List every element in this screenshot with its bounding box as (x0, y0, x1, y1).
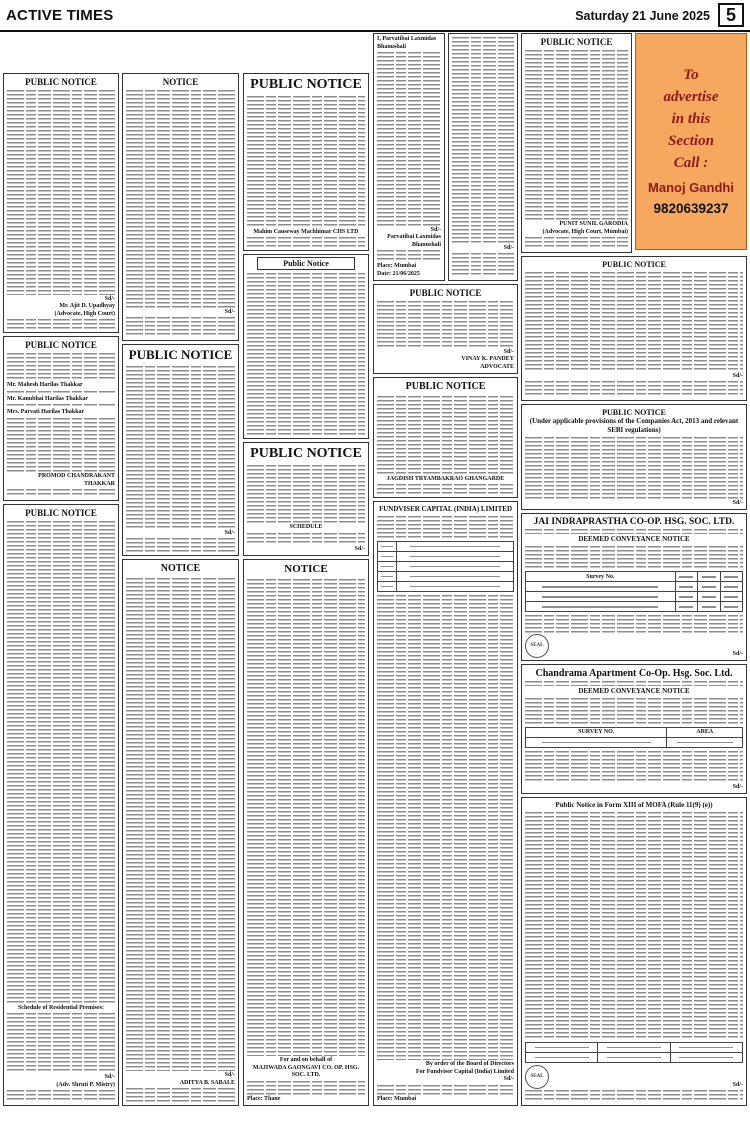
notice-body-text (247, 96, 365, 227)
signer-role: (Advocate, High Court, Mumbai) (542, 228, 628, 235)
notice-f5 (521, 797, 747, 1106)
society-address (247, 1081, 365, 1095)
notice-c1 (243, 73, 369, 251)
legal-heir-name: Mrs. Parvati Harilas Thakkar (7, 409, 85, 416)
on-behalf-label: For and on behalf of (279, 1057, 333, 1063)
ad-line: advertise (663, 88, 719, 105)
notice-a1 (3, 73, 119, 333)
table-row (526, 592, 743, 602)
notice-b1 (122, 73, 239, 341)
signer-address (525, 381, 743, 397)
notice-body-text (126, 578, 235, 1072)
society-name: JAI INDRAPRASTHA CO-OP. HSG. SOC. LTD. (533, 517, 735, 527)
notice-heading: PUBLIC NOTICE (250, 446, 362, 461)
page-number: 5 (718, 3, 744, 27)
society-address (525, 529, 743, 534)
notice-d5 (373, 501, 518, 1106)
ad-line: To (683, 66, 699, 83)
notice-heading: PUBLIC NOTICE (409, 288, 482, 298)
notice-heading: PUBLIC NOTICE (128, 347, 233, 362)
notice-body-text (525, 698, 743, 724)
notice-heading: PUBLIC NOTICE (250, 77, 362, 92)
table-header-row (526, 727, 743, 737)
notice-heading: NOTICE (284, 563, 328, 575)
society-name: Mahim Causeway Machhimar CHS LTD (253, 228, 359, 235)
signer-name: JAGDISH TRYAMBAKRAO GHANGARDE (386, 475, 505, 482)
notice-date: Date: 21/06/2025 (377, 270, 420, 277)
signature-mark: Sd/- (224, 1072, 235, 1078)
notice-body-text (525, 751, 743, 783)
schedule-heading: Schedule of Residential Premises: (17, 1004, 105, 1011)
schedule-text (247, 533, 365, 545)
notice-b3 (122, 559, 239, 1106)
notice-subheading: DEEMED CONVEYANCE NOTICE (578, 686, 690, 695)
notice-subheading: (Under applicable provisions of the Companies Act, 2013 and relevant SEBI regulations) (529, 417, 739, 434)
property-table (525, 571, 743, 612)
signer-name: ADITYA B. SABALE (179, 1079, 235, 1086)
signature-mark: Sd/- (732, 1081, 743, 1088)
board-order-label: By order of the Board of Directors (425, 1061, 514, 1067)
notice-f1 (521, 256, 747, 401)
notice-body-text (247, 579, 365, 1056)
company-details (377, 516, 514, 538)
signer-address (377, 484, 514, 494)
notice-body-text (525, 844, 743, 1039)
signer-name: Mr. Ajit D. Upadhyay (59, 303, 115, 309)
table-header-cell: Survey No. (526, 572, 676, 582)
notice-heading: PUBLIC NOTICE (405, 381, 486, 392)
notice-e1 (521, 33, 632, 253)
company-signatory-label: For Fundviser Capital (India) Limited (415, 1068, 514, 1075)
seal-stamp: SEAL (525, 1065, 549, 1089)
notice-place: Place: Mumbai (377, 263, 417, 269)
company-name: FUNDVISER CAPITAL (INDIA) LIMITED (378, 505, 513, 513)
signature-mark: Sd/- (732, 499, 743, 506)
notice-body-text (377, 301, 514, 347)
ad-contact-phone: 9820639237 (653, 200, 729, 216)
notice-b2 (122, 344, 239, 556)
notice-body-text (7, 418, 115, 472)
notice-body-text (7, 391, 115, 395)
notice-a3 (3, 504, 119, 1106)
signature-row (525, 634, 743, 658)
notice-body-text (126, 366, 235, 529)
table-row (526, 602, 743, 612)
signer-name: PROMOD CHANDRAKANT THAKKAR (38, 473, 115, 487)
signature-mark: Sd/- (503, 348, 514, 355)
society-address (525, 681, 743, 686)
signer-name: VINAY K. PANDEY (461, 356, 514, 362)
notice-intro: I, Parvatibai Laxmidas Bhanushali (377, 36, 437, 50)
notice-body-text (525, 615, 743, 633)
schedule-heading: SCHEDULE (289, 524, 323, 530)
signer-address (126, 1088, 235, 1102)
notice-body-text (377, 52, 441, 226)
signature-mark: Sd/- (354, 545, 365, 552)
notice-f2 (521, 404, 747, 510)
signature-mark: Sd/- (503, 1076, 514, 1082)
notice-body-text (7, 353, 115, 381)
signer-address (7, 1090, 115, 1102)
notice-place: Place: Thane (247, 1095, 281, 1102)
notice-subheading: DEEMED CONVEYANCE NOTICE (578, 534, 690, 543)
notice-d4 (373, 377, 518, 498)
ad-line: Call : (673, 154, 709, 171)
society-name: MAJIWADA GAONGAVI CO. OP. HSG. SOC. LTD. (252, 1064, 360, 1078)
ad-contact-name: Manoj Gandhi (648, 179, 734, 195)
notice-body-text (7, 90, 115, 294)
notice-body-text (7, 521, 115, 1003)
notice-f3 (521, 513, 747, 661)
table-header-cell: AREA (667, 727, 743, 737)
table-row (378, 572, 514, 582)
table-row (378, 582, 514, 592)
table-row (378, 562, 514, 572)
signer-address (7, 489, 115, 497)
notice-body-text (247, 273, 365, 435)
notice-d2 (448, 33, 518, 281)
table-header-row (526, 1043, 743, 1053)
advertise-box (635, 33, 747, 250)
ad-line: Section (668, 132, 714, 149)
notice-d1 (373, 33, 445, 281)
signature-mark: Sd/- (104, 1074, 115, 1080)
society-name: Chandrama Apartment Co-Op. Hsg. Soc. Ltd. (535, 668, 733, 679)
notice-body-text (7, 404, 115, 408)
table-row (526, 582, 743, 592)
notice-body-text (525, 546, 743, 568)
notice-body-text (126, 90, 235, 307)
signer-role: ADVOCATE (480, 363, 514, 370)
signer-details (525, 1090, 743, 1102)
masthead-title: ACTIVE TIMES (6, 7, 114, 24)
notice-c4 (243, 559, 369, 1106)
notice-heading: Public Notice (257, 257, 355, 270)
notice-place: Place: Mumbai (377, 1095, 417, 1102)
notice-heading: PUBLIC NOTICE (25, 508, 97, 518)
schedule-text (7, 1013, 115, 1073)
notice-heading: PUBLIC NOTICE (602, 260, 666, 269)
table-row (378, 542, 514, 552)
notice-heading: PUBLIC NOTICE (25, 77, 97, 87)
notice-heading: Public Notice in Form XIII of MOFA (Rule 11(9) (e)) (555, 801, 713, 809)
notice-d3 (373, 284, 518, 374)
signer-details (377, 1085, 514, 1095)
notice-body-text (377, 595, 514, 1060)
signer-name: Parvatibai Laxmidas Bhanushali (387, 234, 441, 248)
property-table (525, 1042, 743, 1063)
notice-f4 (521, 664, 747, 794)
signer-address (7, 319, 115, 329)
notice-heading: PUBLIC NOTICE (540, 37, 613, 47)
notice-body-text (525, 50, 628, 220)
table-row (526, 737, 743, 747)
signature-row (525, 1065, 743, 1089)
seal-stamp: SEAL (525, 634, 549, 658)
signature-mark: Sd/- (224, 308, 235, 315)
notice-body-text (377, 396, 514, 475)
signer-role: (Advocate, High Court) (54, 310, 115, 317)
signature-mark: Sd/- (732, 650, 743, 657)
authority-details (525, 812, 743, 842)
signature-mark: Sd/- (732, 372, 743, 379)
signer-name: PUNIT SUNIL GARODIA (559, 221, 628, 227)
signature-mark: Sd/- (430, 226, 441, 233)
issue-date: Saturday 21 June 2025 (575, 9, 710, 23)
property-table (525, 727, 743, 748)
notice-body-text (525, 437, 743, 499)
notice-heading: NOTICE (160, 563, 201, 574)
signature-mark: Sd/- (104, 295, 115, 302)
signature-mark: Sd/- (503, 244, 514, 251)
signature-mark: Sd/- (224, 529, 235, 536)
signer-address (126, 538, 235, 552)
notice-a2 (3, 336, 119, 501)
notice-c2 (243, 254, 369, 439)
agenda-table (377, 541, 514, 592)
deceased-name-2: Mr. Kanubhai Harilas Thakkar (7, 395, 89, 402)
table-row (378, 552, 514, 562)
notice-heading: PUBLIC NOTICE (602, 408, 666, 417)
signature-mark: Sd/- (732, 783, 743, 790)
signer-address (452, 253, 514, 277)
notice-heading: NOTICE (162, 77, 199, 87)
signer-name: (Adv. Shruti P. Mistry) (56, 1081, 115, 1088)
signer-address (126, 317, 235, 337)
table-header-cell: SURVEY NO. (526, 727, 667, 737)
notice-body-text (247, 465, 365, 523)
ad-line: in this (671, 110, 711, 127)
table-row (526, 1053, 743, 1063)
notice-body-text (525, 272, 743, 371)
notice-c3 (243, 442, 369, 556)
deceased-name-1: Mr. Mahesh Harilas Thakkar (7, 382, 83, 389)
table-header-row (526, 572, 743, 582)
signer-address (377, 250, 441, 262)
society-address (247, 237, 365, 247)
masthead-rule (0, 30, 750, 32)
notice-body-text (452, 37, 514, 244)
notice-heading: PUBLIC NOTICE (25, 340, 97, 350)
signer-address (525, 237, 628, 249)
